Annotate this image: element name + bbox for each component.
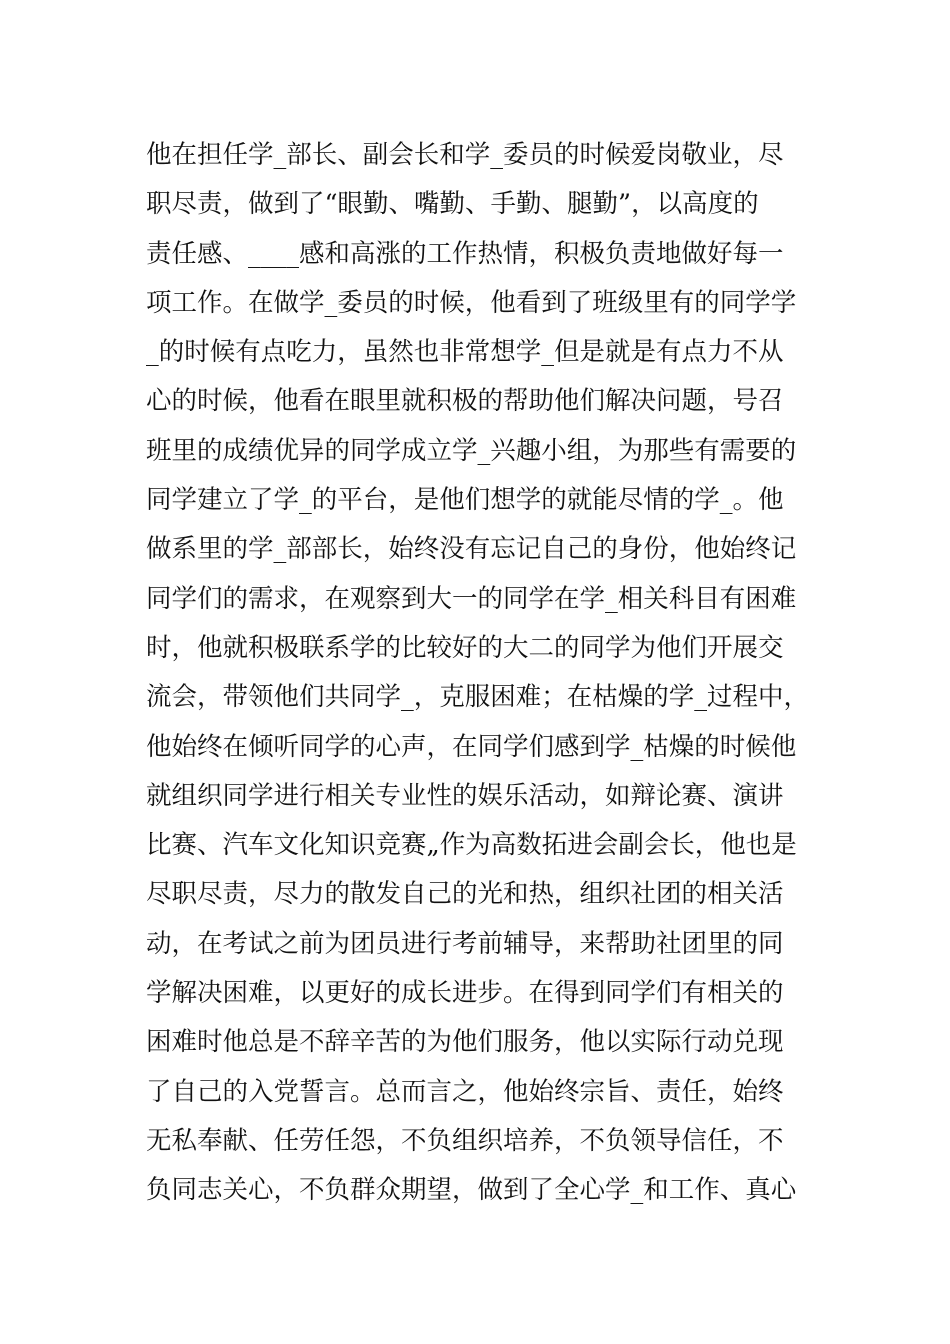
- text-line: 班里的成绩优异的同学成立学_兴趣小组，为那些有需要的: [146, 435, 797, 466]
- text-line: _的时候有点吃力，虽然也非常想学_但是就是有点力不从: [146, 337, 784, 368]
- text-line: 流会，带领他们共同学_，克服困难；在枯燥的学_过程中，: [146, 682, 810, 713]
- text-line: 心的时候，他看在眼里就积极的帮助他们解决问题，号召: [146, 386, 784, 417]
- text-line: 负同志关心，不负群众期望，做到了全心学_和工作、真心: [146, 1175, 797, 1206]
- text-line: 项工作。在做学_委员的时候，他看到了班级里有的同学学: [146, 287, 797, 318]
- text-line: 学解决困难，以更好的成长进步。在得到同学们有相关的: [146, 978, 784, 1009]
- text-line: 动，在考试之前为团员进行考前辅导，来帮助社团里的同: [146, 928, 784, 959]
- text-line: 做系里的学_部部长，始终没有忘记自己的身份，他始终记: [146, 534, 797, 565]
- text-line: 困难时他总是不辞辛苦的为他们服务，他以实际行动兑现: [146, 1027, 784, 1058]
- text-line: 责任感、____感和高涨的工作热情，积极负责地做好每一: [146, 238, 784, 269]
- body-text: [146, 131, 826, 1216]
- text-line: 比赛、汽车文化知识竞赛„作为高数拓进会副会长，他也是: [146, 830, 797, 861]
- text-line: 职尽责，做到了“眼勤、嘴勤、手勤、腿勤”，以高度的: [146, 189, 759, 220]
- text-line: 同学们的需求，在观察到大一的同学在学_相关科目有困难: [146, 583, 797, 614]
- text-line: 同学建立了学_的平台，是他们想学的就能尽情的学_。他: [146, 485, 784, 516]
- text-line: 了自己的入党誓言。总而言之，他始终宗旨、责任，始终: [146, 1076, 784, 1107]
- text-line: 时，他就积极联系学的比较好的大二的同学为他们开展交: [146, 632, 784, 663]
- text-line: 他在担任学_部长、副会长和学_委员的时候爱岗敬业，尽: [146, 140, 784, 170]
- text-line: 就组织同学进行相关专业性的娱乐活动，如辩论赛、演讲: [146, 780, 784, 811]
- text-line: 他始终在倾听同学的心声，在同学们感到学_枯燥的时候他: [146, 731, 797, 762]
- text-line: 无私奉献、任劳任怨，不负组织培养，不负领导信任，不: [146, 1125, 784, 1156]
- text-line: 尽职尽责，尽力的散发自己的光和热，组织社团的相关活: [146, 879, 784, 910]
